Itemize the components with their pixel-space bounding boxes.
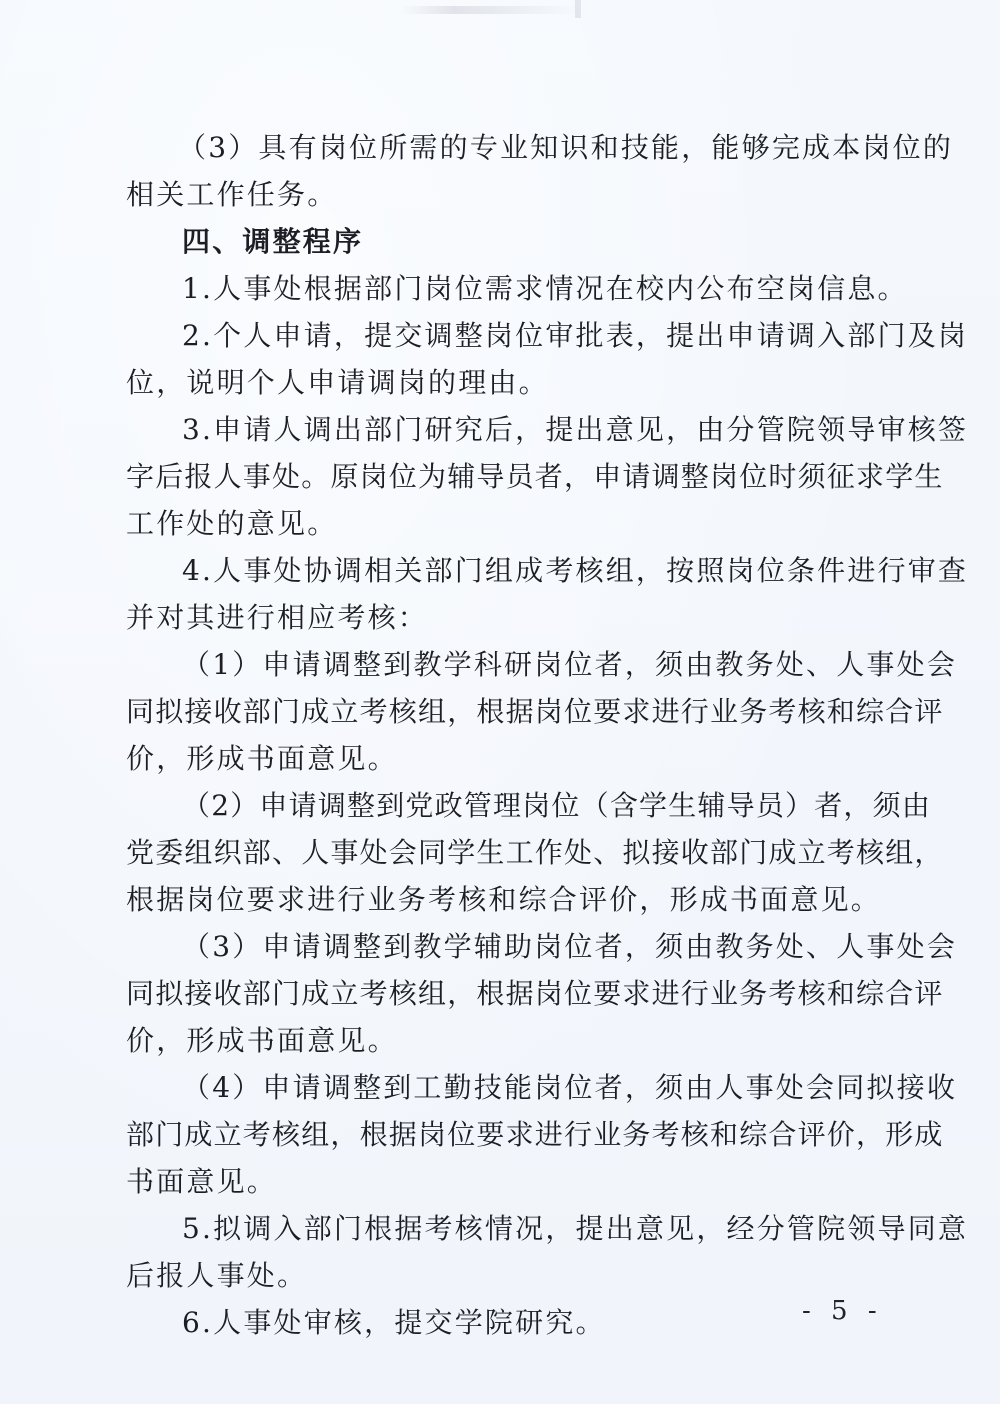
paragraph-line: （4）申请调整到工勤技能岗位者，须由人事处会同拟接收 xyxy=(182,1071,958,1104)
paragraph-line: 部门成立考核组，根据岗位要求进行业务考核和综合评价，形成 xyxy=(126,1118,944,1151)
paragraph-line: 书面意见。 xyxy=(126,1165,278,1198)
paragraph-line: 工作处的意见。 xyxy=(126,507,338,540)
document-body xyxy=(126,124,969,1346)
page-number: - 5 - xyxy=(802,1296,883,1326)
paragraph-line: 位，说明个人申请调岗的理由。 xyxy=(126,366,549,399)
paragraph-line: 价，形成书面意见。 xyxy=(126,1024,398,1057)
paragraph-line: 并对其进行相应考核： xyxy=(126,601,429,634)
paragraph-line: （3）具有岗位所需的专业知识和技能，能够完成本岗位的 xyxy=(178,131,954,164)
scan-artifact xyxy=(575,0,581,18)
paragraph-line: 同拟接收部门成立考核组，根据岗位要求进行业务考核和综合评 xyxy=(126,695,944,728)
section-heading: 四、调整程序 xyxy=(182,225,364,258)
paragraph-line: 3.申请人调出部门研究后，提出意见，由分管院领导审核签 xyxy=(182,413,969,446)
paragraph-line: 5.拟调入部门根据考核情况，提出意见，经分管院领导同意 xyxy=(182,1212,969,1245)
paragraph-line: 1.人事处根据部门岗位需求情况在校内公布空岗信息。 xyxy=(182,272,908,305)
paragraph-line: 根据岗位要求进行业务考核和综合评价，形成书面意见。 xyxy=(126,883,882,916)
paragraph-line: （2）申请调整到党政管理岗位（含学生辅导员）者，须由 xyxy=(182,789,932,822)
paragraph-line: 2.个人申请，提交调整岗位审批表，提出申请调入部门及岗 xyxy=(182,319,969,352)
paragraph-line: 字后报人事处。原岗位为辅导员者，申请调整岗位时须征求学生 xyxy=(126,460,944,493)
paragraph-line: 价，形成书面意见。 xyxy=(126,742,398,775)
paragraph-line: 相关工作任务。 xyxy=(126,178,338,211)
scan-artifact xyxy=(400,6,580,14)
paragraph-line: 6.人事处审核，提交学院研究。 xyxy=(182,1306,606,1339)
paragraph-line: 后报人事处。 xyxy=(126,1259,308,1292)
paragraph-line: 4.人事处协调相关部门组成考核组，按照岗位条件进行审查 xyxy=(182,554,969,587)
paragraph-line: 党委组织部、人事处会同学生工作处、拟接收部门成立考核组， xyxy=(126,836,944,869)
paragraph-line: 同拟接收部门成立考核组，根据岗位要求进行业务考核和综合评 xyxy=(126,977,944,1010)
paragraph-line: （3）申请调整到教学辅助岗位者，须由教务处、人事处会 xyxy=(182,930,958,963)
paragraph-line: （1）申请调整到教学科研岗位者，须由教务处、人事处会 xyxy=(182,648,958,681)
